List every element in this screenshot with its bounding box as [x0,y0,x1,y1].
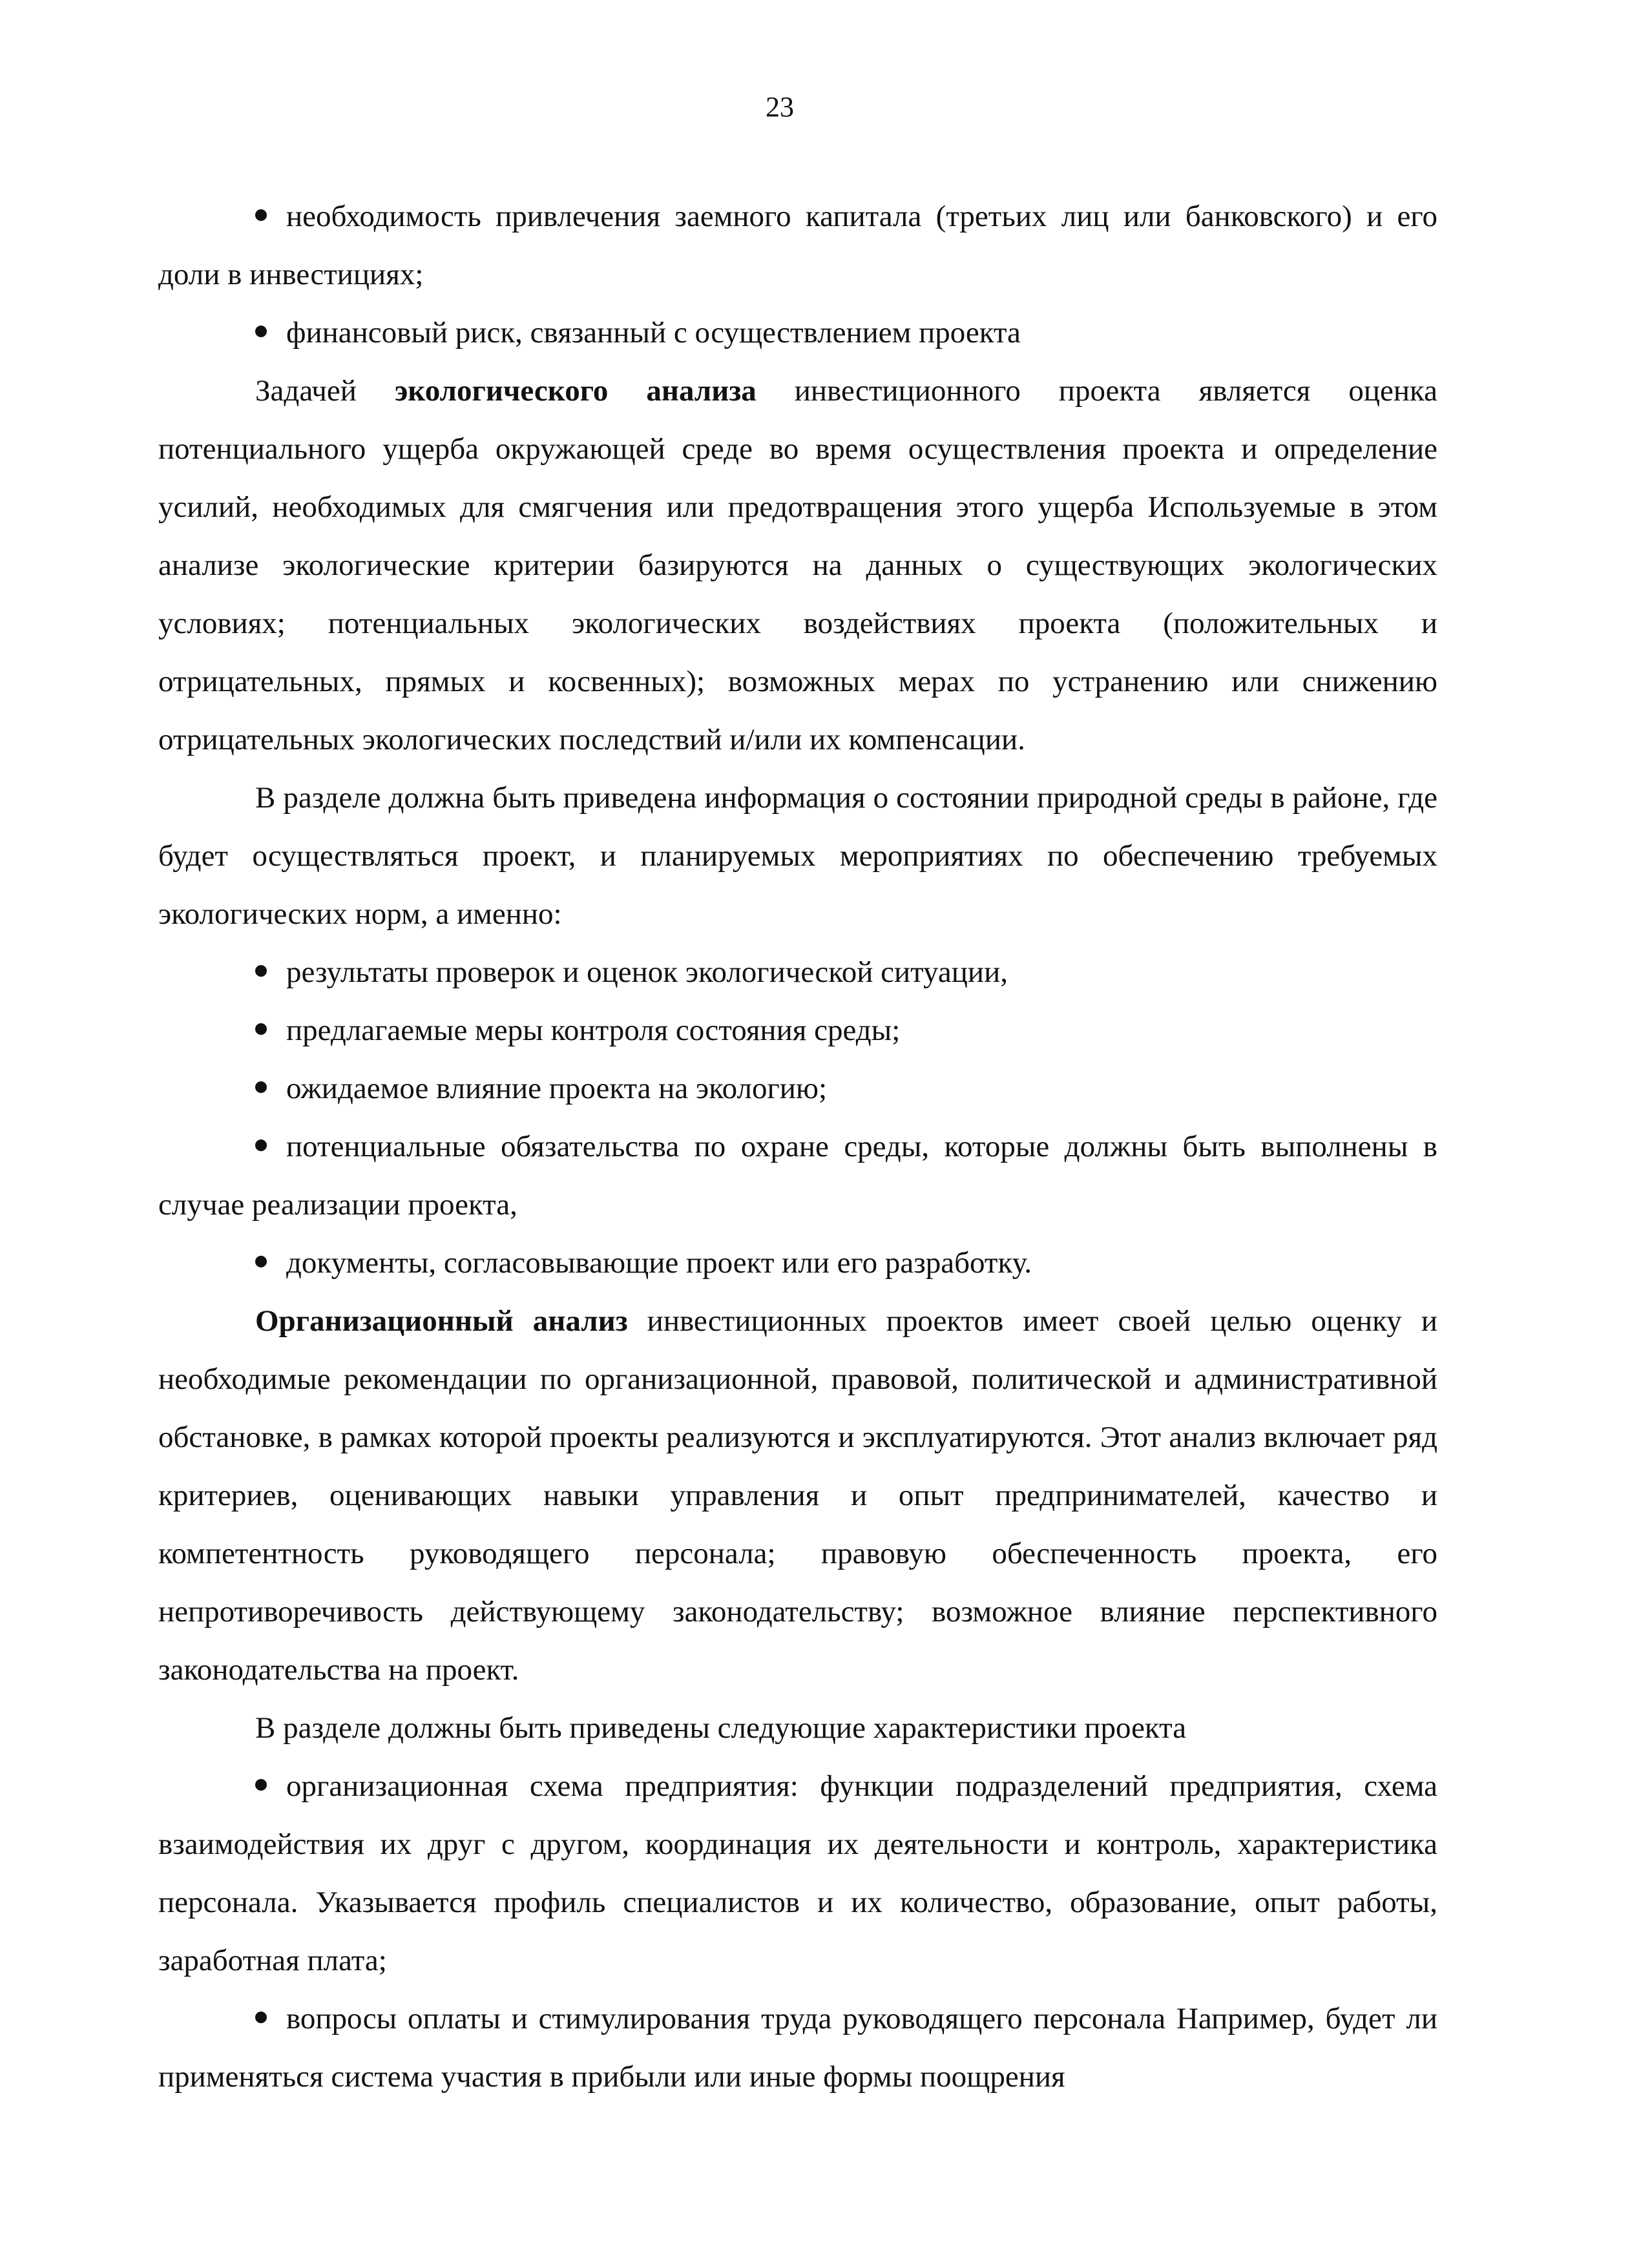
bullet-item: финансовый риск, связанный с осуществлением проекта [158,304,1437,362]
paragraph-organizational-analysis: Организационный анализ инвестиционных проектов имеет своей целью оценку и необходимые рекомендации по организационной, правовой, политической и административной обстановке, в рамках которой проекты реализуются и эксплуатируются. Этот анализ включает ряд критериев, оценивающих навыки управления и опыт предпринимателей, качество и компетентность руководящего персонала; правовую обеспеченность проекта, его непротиворечивость действующему законодательству; возможное влияние перспективного законодательства на проект. [158,1304,1437,1687]
bullet-icon [255,1139,267,1151]
bullet-item: ожидаемое влияние проекта на экологию; [158,1059,1437,1118]
bullet-item: результаты проверок и оценок экологической ситуации, [158,943,1437,1001]
bullet-item: необходимость привлечения заемного капитала (третьих лиц или банковского) и его доли в инвестициях; [158,200,1437,291]
bullet-item: документы, согласовывающие проект или его разработку. [158,1234,1437,1292]
bullet-item: организационная схема предприятия: функции подразделений предприятия, схема взаимодействия их друг с другом, координация их деятельности и контроль, характеристика персонала. Указывается профиль специалистов и их количество, образование, опыт работы, заработная плата; [158,1769,1437,1977]
bullet-icon [255,1023,267,1035]
bullet-icon [255,209,267,221]
paragraph: В разделе должны быть приведены следующие характеристики проекта [255,1711,1187,1745]
bullet-icon [255,1779,267,1791]
bullet-icon [255,965,267,977]
term-bold: Организационный анализ [255,1304,628,1338]
page-body [158,187,1437,2106]
bullet-item: потенциальные обязательства по охране среды, которые должны быть выполнены в случае реализации проекта, [158,1130,1437,1222]
paragraph-ecological-analysis: Задачей экологического анализа инвестиционного проекта является оценка потенциального ущерба окружающей среде во время осуществления проекта и определение усилий, необходимых для смягчения или предотвращения этого ущерба Используемые в этом анализе экологические критерии базируются на данных о существующих экологических условиях; потенциальных экологических воздействиях проекта (положительных и отрицательных, прямых и косвенных); возможных мерах по устранению или снижению отрицательных экологических последствий и/или их компенсации. [158,374,1437,756]
bullet-icon [255,2012,267,2023]
term-bold: экологического анализа [394,374,757,408]
bullet-item: предлагаемые меры контроля состояния среды; [158,1001,1437,1059]
paragraph: В разделе должна быть приведена информация о состоянии природной среды в районе, где будет осуществляться проект, и планируемых мероприятиях по обеспечению требуемых экологических норм, а именно: [158,781,1437,931]
bullet-icon [255,1081,267,1093]
bullet-icon [255,326,267,337]
bullet-item: вопросы оплаты и стимулирования труда руководящего персонала Например, будет ли применяться система участия в прибыли или иные формы поощрения [158,2002,1437,2094]
bullet-icon [255,1256,267,1267]
page-number: 23 [766,91,794,123]
